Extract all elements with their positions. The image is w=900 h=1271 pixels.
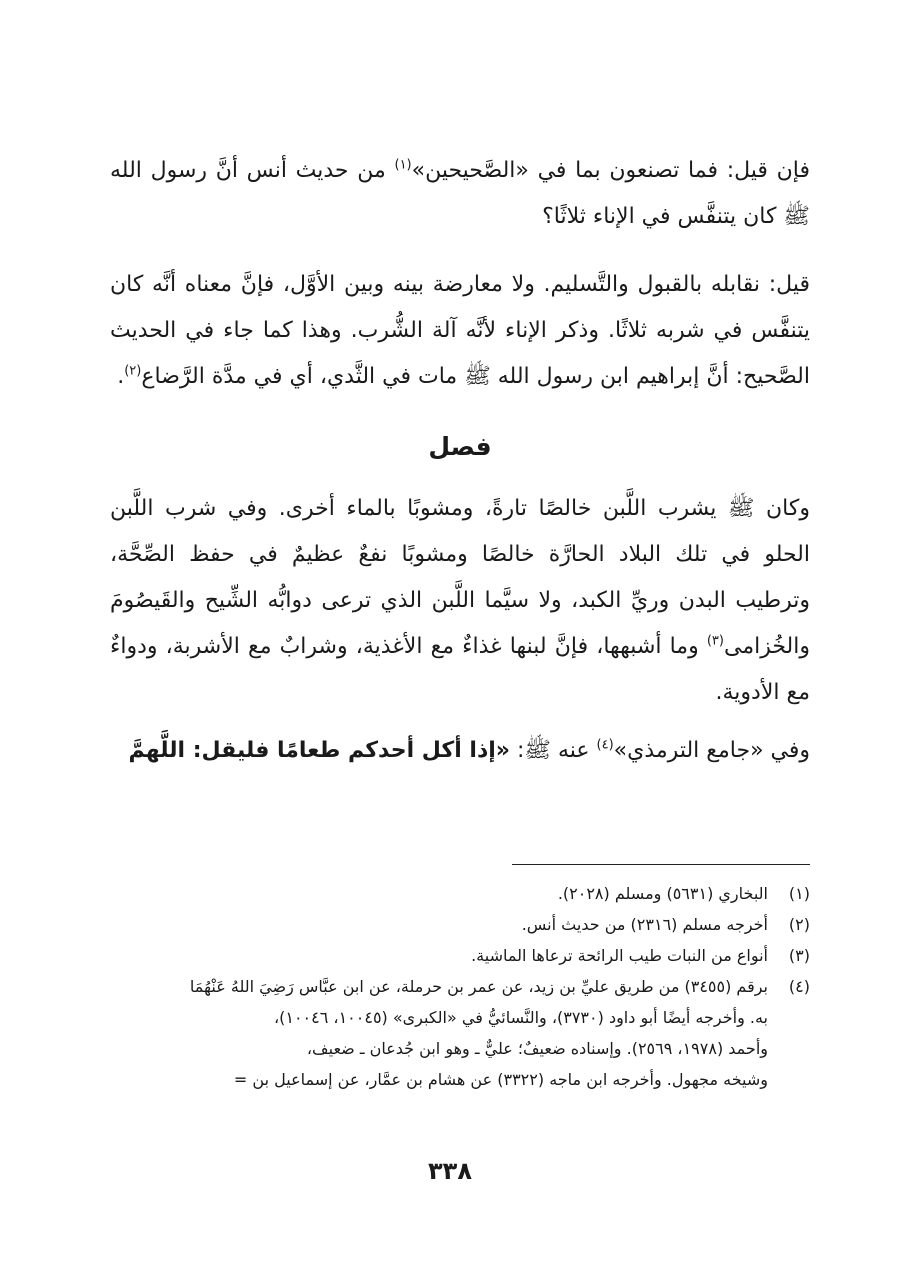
footnote-4-line-4: وشيخه مجهول. وأخرجه ابن ماجه (٣٣٢٢) عن هشام بن عمَّار، عن إسماعيل بن = [233, 1070, 768, 1089]
footnote-separator [512, 864, 810, 865]
footnote-text: أنواع من النبات طيب الرائحة ترعاها الماشية. [471, 946, 768, 965]
footnote-ref-4[interactable]: (٤) [596, 737, 614, 753]
paragraph-1-text-b: من حديث أنس أنَّ رسول الله ﷺ كان يتنفَّس في الإناء ثلاثًا؟ [110, 158, 810, 229]
footnote-ref-3[interactable]: (٣) [706, 633, 724, 649]
footnote-ref-1[interactable]: (١) [394, 157, 412, 173]
footnote-text: برقم (٣٤٥٥) من طريق عليِّ بن زيد، عن عمر بن حرملة، عن ابن عبَّاس رَضِيَ اللهُ عَنْهُمَا [189, 977, 768, 996]
footnote-4-line-3: وأحمد (١٩٧٨، ٢٥٦٩). وإسناده ضعيفٌ؛ عليٌّ ـ وهو ابن جُدعان ـ ضعيف، [306, 1039, 768, 1058]
hadith-quote: «إذا أكل أحدكم طعامًا فليقل: اللَّهمَّ [128, 738, 510, 763]
footnote-4-line-2: به. وأخرجه أيضًا أبو داود (٣٧٣٠)، والنَّسائيُّ في «الكبرى» (١٠٠٤٥، ١٠٠٤٦)، [273, 1008, 768, 1027]
paragraph-4 [110, 728, 810, 774]
paragraph-1-text-a: فإن قيل: فما تصنعون بما في «الصَّحيحين» [411, 158, 810, 183]
paragraph-4-text-b: عنه ﷺ: [510, 738, 597, 763]
footnote-ref-2[interactable]: (٢) [124, 363, 142, 379]
footnote-text: البخاري (٥٦٣١) ومسلم (٢٠٢٨). [557, 884, 768, 903]
paragraph-3-text-a: وكان ﷺ يشرب اللَّبن خالصًا تارةً، ومشوبًا بالماء أخرى. وفي شرب اللَّبن الحلو في تلك البلاد الحارَّة خالصًا ومشوبًا نفعٌ عظيمٌ في حفظ الصِّحَّة، وترطيب البدن وريِّ الكبد، ولا سيَّما اللَّبن الذي ترعى دوابُّه الشِّيح والقَيصُومَ والخُزامى [110, 496, 810, 659]
footnotes [110, 878, 810, 1095]
footnote-number: (٣) [788, 946, 810, 965]
paragraph-3-text-b: وما أشبهها، فإنَّ لبنها غذاءٌ مع الأغذية، وشرابٌ مع الأشربة، ودواءٌ مع الأدوية. [110, 634, 810, 705]
paragraph-3 [110, 486, 810, 716]
footnote-number: (١) [788, 884, 810, 903]
footnote-text: أخرجه مسلم (٢٣١٦) من حديث أنس. [521, 915, 768, 934]
footnote-2 [110, 909, 810, 940]
paragraph-2-end: . [117, 364, 125, 389]
page-body [110, 148, 810, 796]
footnote-3 [110, 940, 810, 971]
section-heading: فصل [428, 432, 492, 461]
page-number: ٣٣٨ [428, 1157, 472, 1185]
footnote-number: (٤) [788, 977, 810, 996]
paragraph-2 [110, 262, 810, 400]
paragraph-2-text: قيل: نقابله بالقبول والتَّسليم. ولا معارضة بينه وبين الأوَّل، فإنَّ معناه أنَّه كان يتنفَّس في شربه ثلاثًا. وذكر الإناء لأنَّه آلة الشُّرب. وهذا كما جاء في الحديث الصَّحيح: أنَّ إبراهيم ابن رسول الله ﷺ مات في الثَّدي، أي في مدَّة الرَّضاع [110, 272, 810, 389]
paragraph-1 [110, 148, 810, 240]
paragraph-4-text-a: وفي «جامع الترمذي» [613, 738, 810, 763]
footnote-4 [110, 971, 810, 1002]
footnote-number: (٢) [788, 915, 810, 934]
footnote-1 [110, 878, 810, 909]
